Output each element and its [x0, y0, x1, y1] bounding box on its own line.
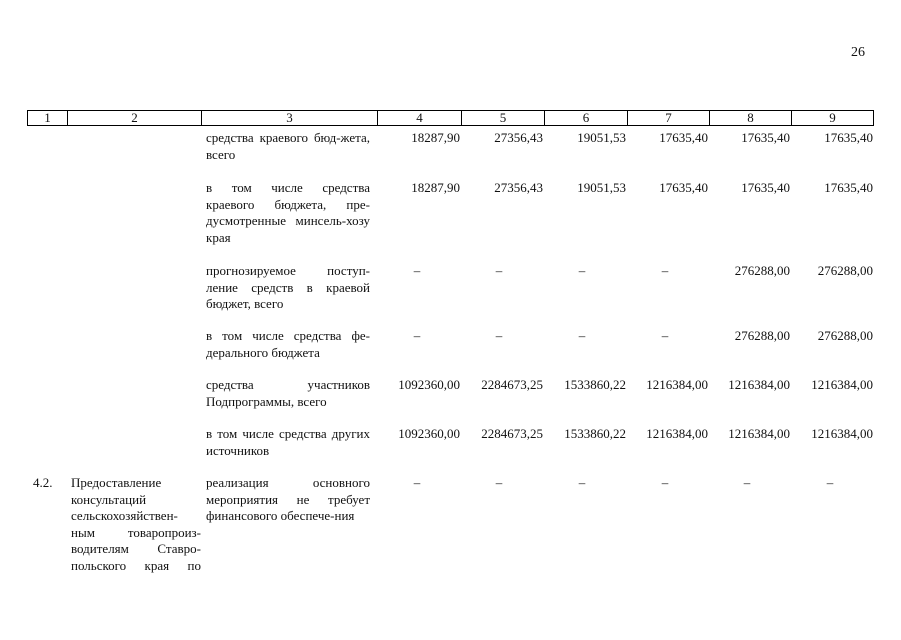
value-col-9: 1216384,00	[811, 377, 873, 392]
value-col-6: 1533860,22	[564, 377, 626, 392]
value-col-8: 1216384,00	[728, 426, 790, 441]
value-col-5: 2284673,25	[481, 377, 543, 392]
value-col-6: 1533860,22	[564, 426, 626, 441]
value-col-5: 2284673,25	[481, 426, 543, 441]
value-col-4: 1092360,00	[398, 426, 460, 441]
value-col-9: 1216384,00	[811, 426, 873, 441]
value-col-9: 17635,40	[824, 180, 873, 195]
value-col-8: –	[743, 475, 751, 490]
value-col-4: 18287,90	[411, 130, 460, 145]
header-cell-5: 5	[462, 111, 545, 125]
value-col-6: 19051,53	[577, 180, 626, 195]
value-col-7: 17635,40	[659, 180, 708, 195]
item-name-line: ным товаропроиз-	[71, 524, 201, 540]
value-col-7: –	[661, 475, 669, 490]
row-description: в том числе средства краевого бюджета, пре-дусмотренные минсель-хозу края	[206, 180, 370, 245]
item-name-line: водителям Ставро-	[71, 541, 201, 556]
value-col-4: –	[413, 263, 421, 278]
header-cell-7: 7	[628, 111, 710, 125]
header-cell-2: 2	[68, 111, 202, 125]
item-name-line: Предоставление	[71, 475, 162, 490]
header-cell-4: 4	[378, 111, 462, 125]
item-name	[71, 475, 201, 574]
value-col-7: 1216384,00	[646, 377, 708, 392]
item-name-line: сельскохозяйствен-	[71, 508, 178, 523]
value-col-9: 276288,00	[817, 328, 873, 343]
header-cell-8: 8	[710, 111, 792, 125]
value-col-8: 17635,40	[741, 180, 790, 195]
row-description: в том числе средства других источников	[206, 426, 370, 458]
value-col-7: 17635,40	[659, 130, 708, 145]
value-col-5: 27356,43	[494, 130, 543, 145]
value-col-4: –	[413, 328, 421, 343]
header-cell-3: 3	[202, 111, 378, 125]
value-col-7: 1216384,00	[646, 426, 708, 441]
item-name-line: польского края по	[71, 557, 201, 573]
value-col-7: –	[661, 263, 669, 278]
value-col-8: 276288,00	[734, 328, 790, 343]
header-cell-6: 6	[545, 111, 628, 125]
value-col-6: 19051,53	[577, 130, 626, 145]
value-col-6: –	[578, 328, 586, 343]
item-number: 4.2.	[33, 475, 53, 490]
value-col-4: 18287,90	[411, 180, 460, 195]
value-col-4: 1092360,00	[398, 377, 460, 392]
value-col-8: 276288,00	[734, 263, 790, 278]
value-col-8: 17635,40	[741, 130, 790, 145]
row-description: в том числе средства фе-дерального бюджета	[206, 328, 370, 360]
value-col-8: 1216384,00	[728, 377, 790, 392]
value-col-6: –	[578, 263, 586, 278]
page-number: 26	[851, 45, 865, 60]
value-col-5: –	[495, 475, 503, 490]
value-col-5: –	[495, 328, 503, 343]
row-description: прогнозируемое поступ-ление средств в краевой бюджет, всего	[206, 263, 370, 311]
value-col-7: –	[661, 328, 669, 343]
table-header-row	[27, 110, 874, 126]
header-cell-1: 1	[28, 111, 68, 125]
value-col-9: 276288,00	[817, 263, 873, 278]
row-description: реализация основного мероприятия не требует финансового обеспече-ния	[206, 475, 370, 523]
value-col-9: 17635,40	[824, 130, 873, 145]
value-col-4: –	[413, 475, 421, 490]
row-description: средства краевого бюд-жета, всего	[206, 130, 370, 162]
item-name-line: консультаций	[71, 491, 147, 507]
value-col-9: –	[826, 475, 834, 490]
value-col-5: –	[495, 263, 503, 278]
header-cell-9: 9	[829, 110, 836, 125]
value-col-5: 27356,43	[494, 180, 543, 195]
row-description: средства участников Подпрограммы, всего	[206, 377, 370, 409]
value-col-6: –	[578, 475, 586, 490]
